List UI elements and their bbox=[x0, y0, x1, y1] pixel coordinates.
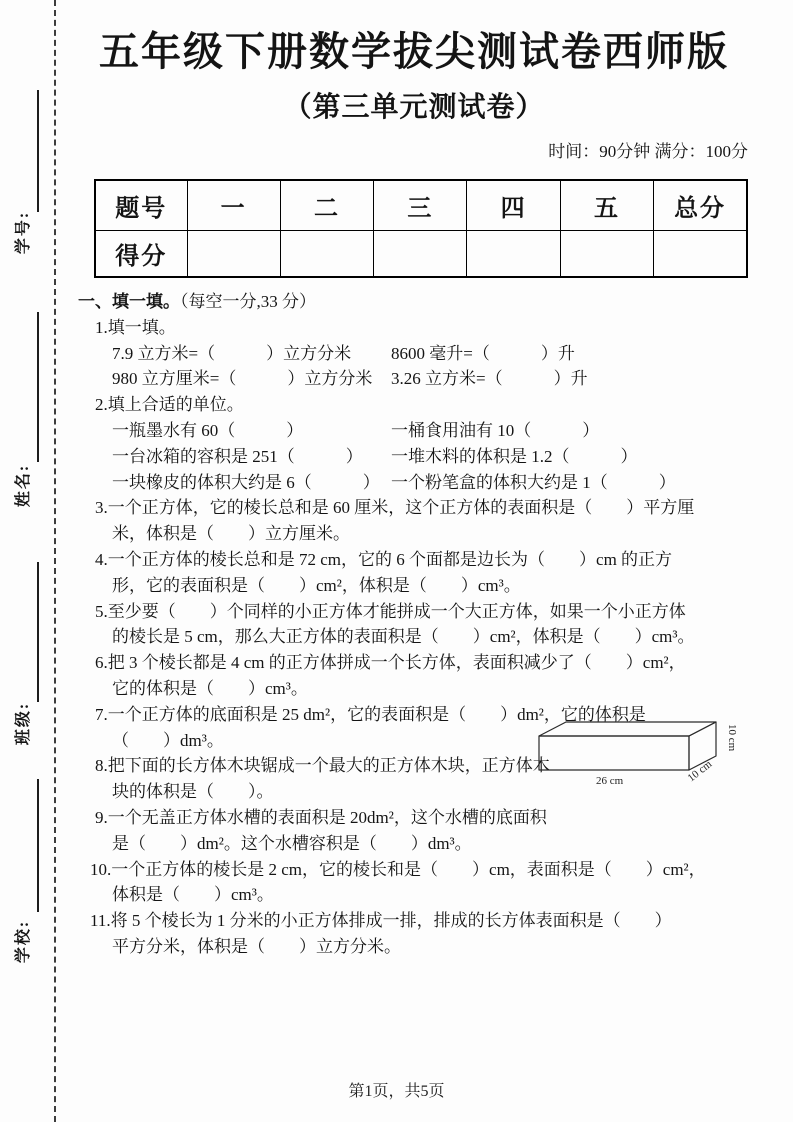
text-line: 4.一个正方体的棱长总和是 72 cm，它的 6 个面都是边长为（ ）cm 的正方 bbox=[95, 549, 673, 569]
text-line: 9.一个无盖正方体水槽的表面积是 20dm²，这个水槽的底面积 bbox=[95, 807, 547, 827]
name-label: 姓名: bbox=[15, 463, 33, 507]
text-line: 体积是（ ）cm³。 bbox=[112, 885, 274, 905]
text-line: 米，体积是（ ）立方厘米。 bbox=[112, 524, 350, 544]
cuboid-figure bbox=[533, 716, 748, 788]
score-table-blank-cell bbox=[560, 231, 653, 278]
score-table-header-row bbox=[95, 180, 747, 231]
time-score-info: 时间：90分钟 满分：100分 bbox=[548, 142, 748, 161]
text-line: 一瓶墨水有 60（ ） 一桶食用油有 10（ ） bbox=[112, 420, 600, 440]
score-table-cell: 三 bbox=[374, 180, 467, 231]
score-table-cell: 四 bbox=[467, 180, 560, 231]
text-line: 8.把下面的长方体木块锯成一个最大的正方体木块，正方体木 bbox=[95, 756, 550, 776]
score-table-cell: 二 bbox=[280, 180, 373, 231]
score-table-cell: 五 bbox=[560, 180, 653, 231]
text-line: 平方分米，体积是（ ）立方分米。 bbox=[112, 936, 401, 956]
text-line: 的棱长是 5 cm，那么大正方体的表面积是（ ）cm²，体积是（ ）cm³。 bbox=[112, 627, 695, 647]
text-line: 7.一个正方体的底面积是 25 dm²，它的表面积是（ ）dm²，它的体积是 bbox=[95, 704, 646, 724]
school-write-line bbox=[37, 779, 39, 912]
text-line: 1.填一填。 bbox=[95, 317, 176, 337]
score-table-blank-cell bbox=[187, 231, 280, 278]
text-line: 一、填一填。（每空一分,33 分） bbox=[78, 292, 316, 311]
text-line: 5.至少要（ ）个同样的小正方体才能拼成一个大正方体，如果一个小正方体 bbox=[95, 601, 686, 621]
text-line: （ ）dm³。 bbox=[112, 730, 224, 750]
text-line: 是（ ）dm²。这个水槽容积是（ ）dm³。 bbox=[112, 833, 472, 853]
score-table-cell: 总分 bbox=[654, 180, 747, 231]
text-line: 3.一个正方体，它的棱长总和是 60 厘米，这个正方体的表面积是（ ）平方厘 bbox=[95, 498, 695, 518]
page-number: 第1页，共5页 bbox=[348, 1083, 445, 1100]
student-id-label: 学号: bbox=[15, 210, 33, 254]
paper-title: 五年级下册数学拔尖测试卷西师版 bbox=[99, 29, 729, 74]
cuboid-height-label: 10 cm bbox=[726, 724, 738, 752]
student-id-write-line bbox=[37, 90, 39, 212]
score-table bbox=[94, 179, 748, 278]
text-line: 它的体积是（ ）cm³。 bbox=[112, 678, 308, 698]
main-content bbox=[78, 0, 750, 960]
dashed-cut-line bbox=[54, 0, 56, 1122]
text-line: 6.把 3 个棱长都是 4 cm 的正方体拼成一个长方体，表面积减少了（ ）cm²， bbox=[95, 653, 686, 673]
class-label: 班级: bbox=[15, 701, 33, 745]
score-table-cell: 得分 bbox=[95, 231, 187, 278]
score-table-blank-cell bbox=[654, 231, 747, 278]
text-line: 10.一个正方体的棱长是 2 cm，它的棱长和是（ ）cm，表面积是（ ）cm²， bbox=[90, 859, 706, 879]
text-line: 形，它的表面积是（ ）cm²，体积是（ ）cm³。 bbox=[112, 575, 521, 595]
score-table-cell: 题号 bbox=[95, 180, 187, 231]
paper-subtitle: （第三单元测试卷） bbox=[283, 92, 545, 123]
score-table-blank-cell bbox=[467, 231, 560, 278]
text-line: 一台冰箱的容积是 251（ ） 一堆木料的体积是 1.2（ ） bbox=[112, 446, 638, 466]
name-write-line bbox=[37, 312, 39, 462]
score-table-blank-cell bbox=[374, 231, 467, 278]
text-line: 980 立方厘米=（ ）立方分米 3.26 立方米=（ ）升 bbox=[112, 369, 588, 389]
score-table-cell: 一 bbox=[187, 180, 280, 231]
school-label: 学校: bbox=[15, 919, 33, 963]
class-write-line bbox=[37, 562, 39, 702]
text-line: 块的体积是（ ）。 bbox=[112, 782, 274, 802]
cuboid-depth-label: 10 cm bbox=[685, 758, 715, 785]
score-table-blank-cell bbox=[280, 231, 373, 278]
text-line: 2.填上合适的单位。 bbox=[95, 395, 244, 415]
score-table-score-row bbox=[95, 231, 747, 278]
text-line: 一块橡皮的体积大约是 6（ ） 一个粉笔盒的体积大约是 1（ ） bbox=[112, 472, 676, 492]
cuboid-length-label: 26 cm bbox=[596, 775, 624, 787]
text-line: 7.9 立方米=（ ）立方分米 8600 毫升=（ ）升 bbox=[112, 343, 575, 363]
text-line: 11.将 5 个棱长为 1 分米的小正方体排成一排，排成的长方体表面积是（ ） bbox=[90, 911, 672, 931]
question-lines bbox=[78, 289, 750, 960]
